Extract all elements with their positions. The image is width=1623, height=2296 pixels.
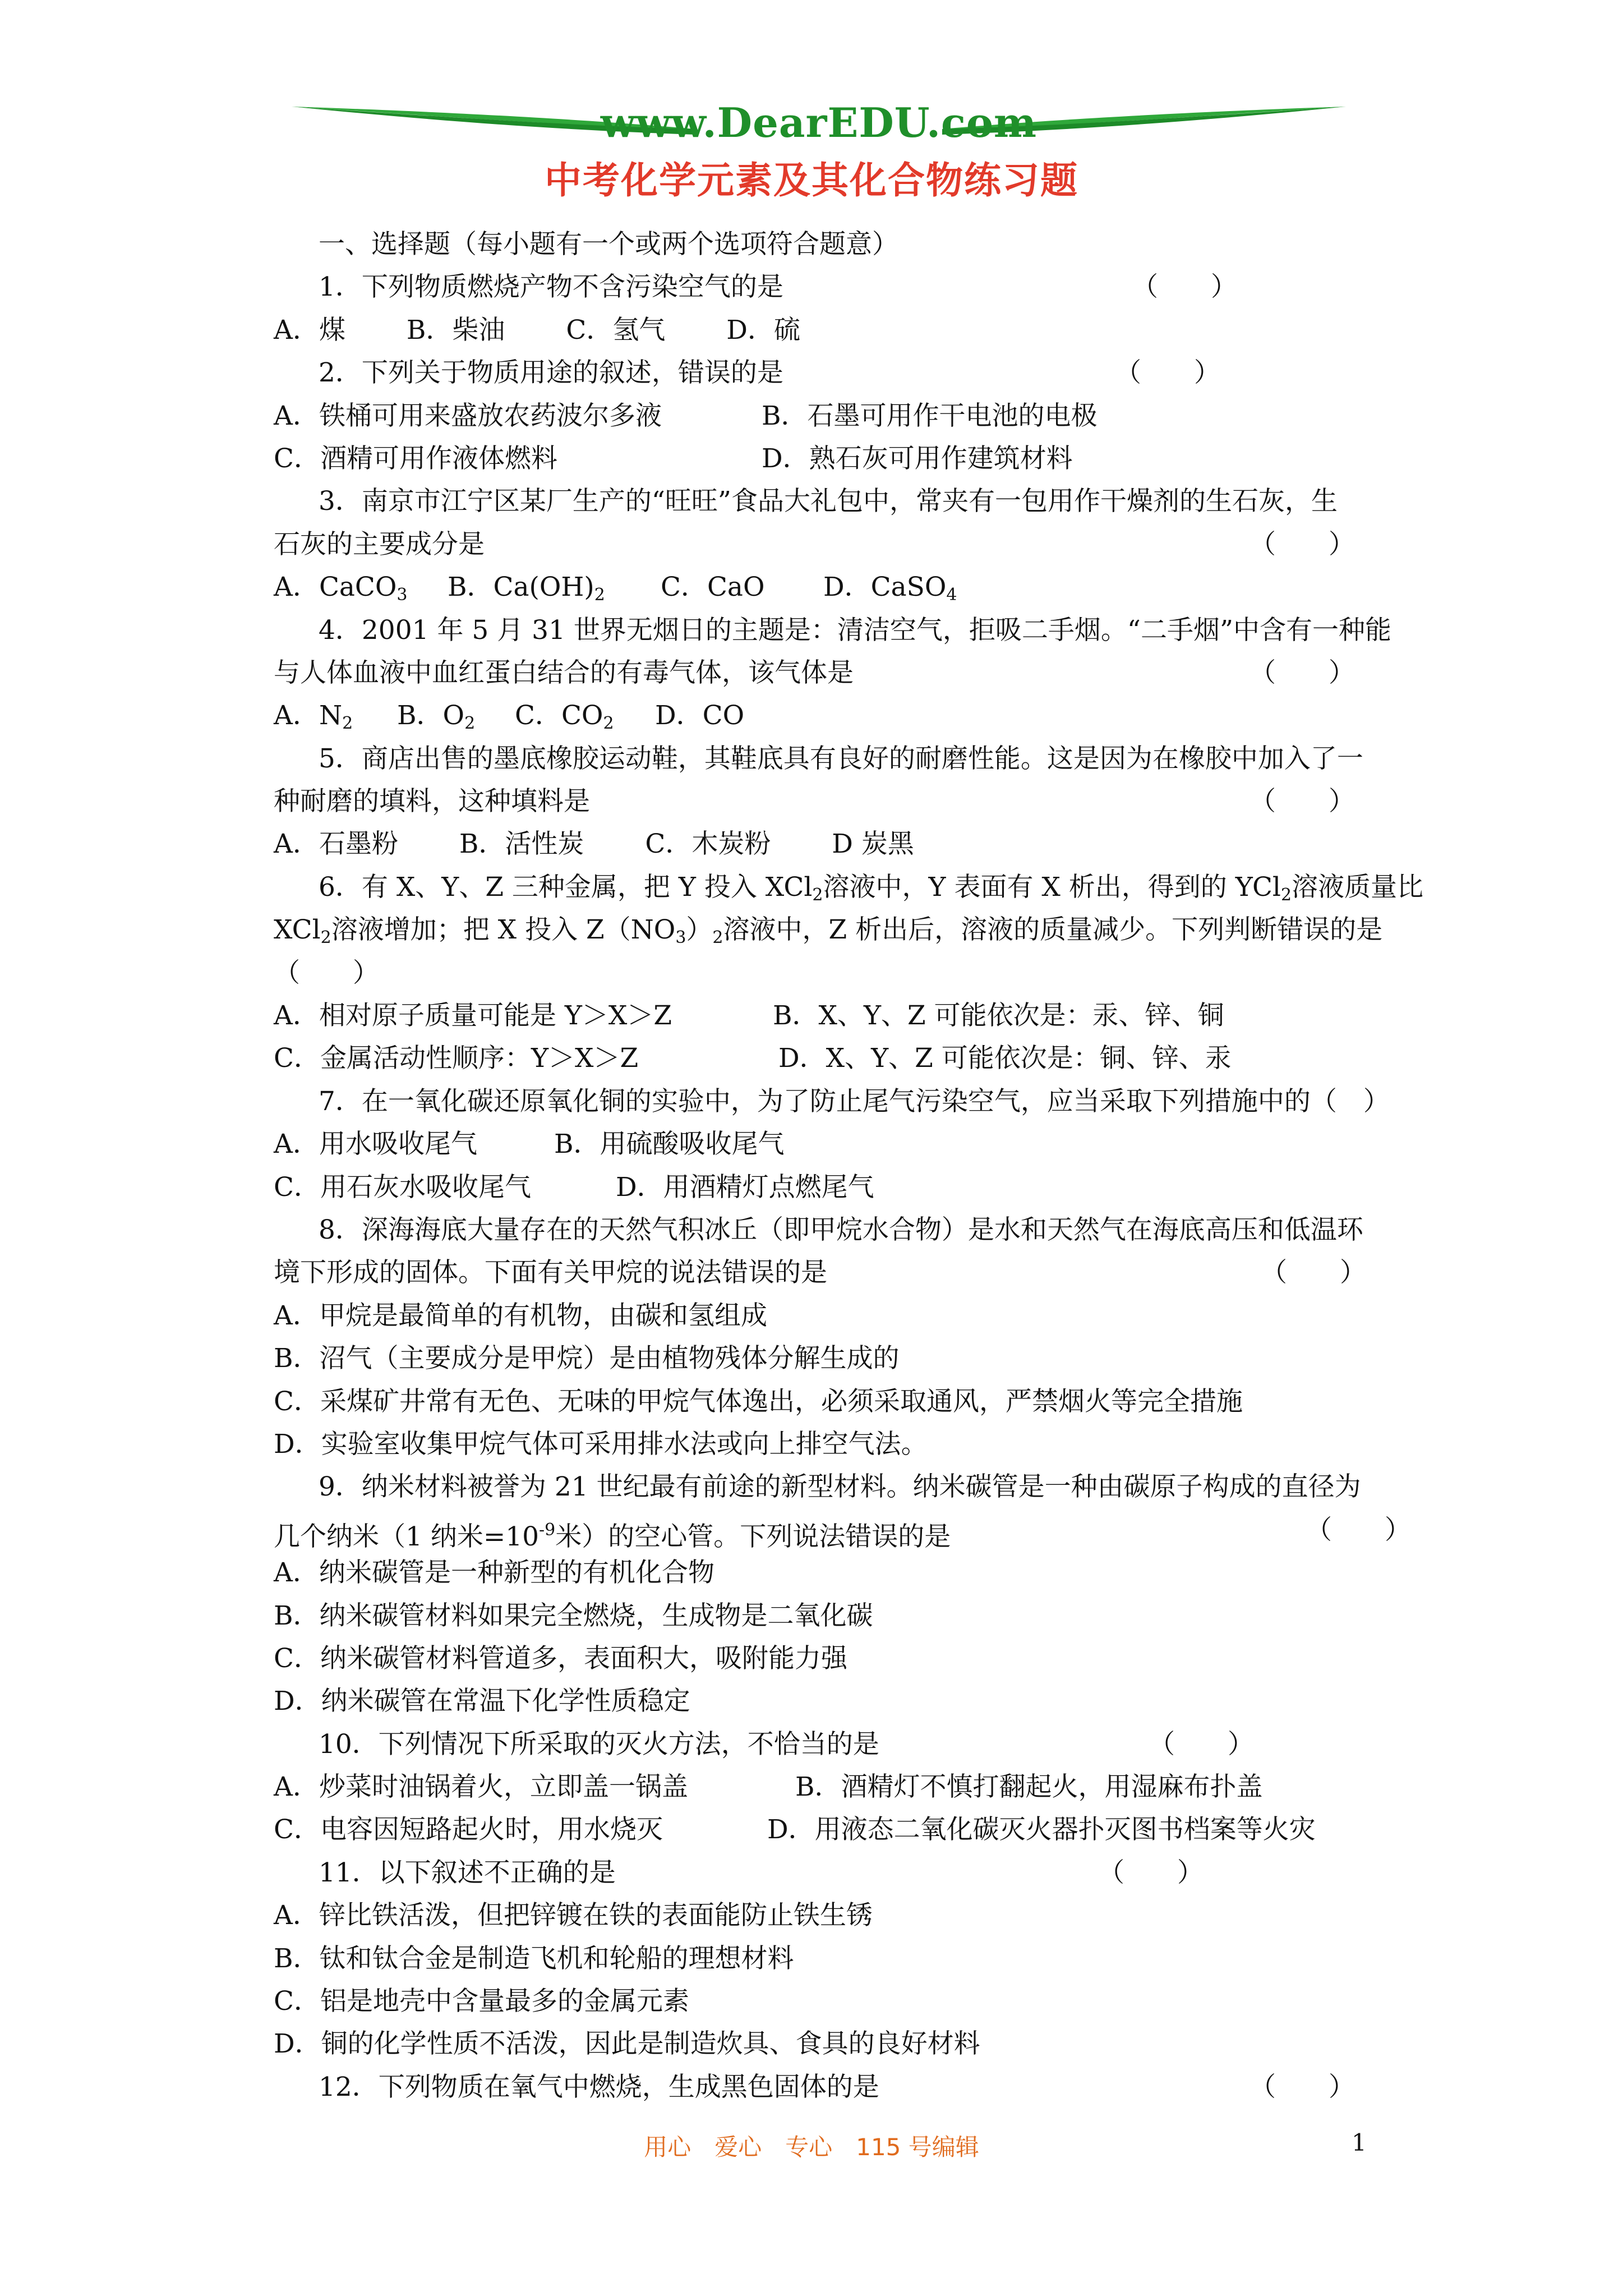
question-7-options-ab: A．用水吸收尾气 B．用硫酸吸收尾气: [274, 1129, 785, 1160]
question-4-options: A．$N_2$ B．$O_2$ C．$CO_2$ D．CO: [274, 700, 745, 734]
question-6-options-cd: C．金属活动性顺序：Y＞X＞Z D．X、Y、Z 可能依次是：铜、锌、汞: [274, 1043, 1232, 1074]
question-1: 1．下列物质燃烧产物不含污染空气的是 （ ）: [274, 266, 1418, 309]
page-number: 1: [1352, 2129, 1367, 2156]
answer-blank: （ ）: [1249, 657, 1355, 688]
question-4-cont: 与人体血液中血红蛋白结合的有毒气体，该气体是 （ ）: [274, 652, 1418, 694]
answer-blank: （ ）: [1261, 1257, 1366, 1289]
question-6-cont: XCl$_2$溶液增加；把 X 投入 $Z(NO_3)_2$溶液中，Z 析出后，溶液的质量减少。下列判断错误的是: [274, 914, 1383, 948]
answer-blank: （ ）: [1306, 1514, 1411, 1545]
question-6-options-ab: A．相对原子质量可能是 Y＞X＞Z B．X、Y、Z 可能依次是：汞、锌、铜: [274, 1000, 1224, 1032]
question-9-option-c: C．纳米碳管材料管道多，表面积大，吸附能力强: [274, 1642, 847, 1674]
answer-blank: （ ）: [1132, 272, 1237, 303]
answer-blank: （ ）: [1249, 2071, 1355, 2102]
site-header-banner: [292, 95, 1346, 157]
question-8-option-d: D．实验室收集甲烷气体可采用排水法或向上排空气法。: [274, 1428, 928, 1460]
question-6: 6．有 X、Y、Z 三种金属，把 Y 投入 XCl$_2$溶液中，Y 表面有 X 析出，得到的 YCl$_2$溶液质量比: [319, 871, 1424, 905]
question-8-option-c: C．采煤矿井常有无色、无味的甲烷气体逸出，必须采取通风，严禁烟火等完全措施: [274, 1386, 1243, 1417]
question-list: [274, 223, 1424, 2109]
question-11-option-c: C．铝是地壳中含量最多的金属元素: [274, 1986, 689, 2017]
section-heading: 一、选择题（每小题有一个或两个选项符合题意）: [319, 229, 898, 260]
answer-blank: （ ）: [1115, 357, 1220, 389]
question-3-cont: 石灰的主要成分是 （ ）: [274, 523, 1418, 566]
footer-note: 用心 爱心 专心 115 号编辑: [644, 2133, 979, 2161]
question-11-option-a: A．锌比铁活泼，但把锌镀在铁的表面能防止铁生锈: [274, 1900, 873, 1931]
answer-blank: （ ）: [1249, 528, 1355, 560]
question-5-cont: 种耐磨的填料，这种填料是 （ ）: [274, 780, 1418, 823]
question-4: 4．2001 年 5 月 31 世界无烟日的主题是：清洁空气，拒吸二手烟。“二手烟”中含有一种能: [319, 614, 1391, 646]
site-url: www.DearEDU.com: [600, 99, 1038, 146]
answer-blank: （ ）: [1098, 1857, 1204, 1888]
question-2-options-ab: A．铁桶可用来盛放农药波尔多液 B．石墨可用作干电池的电极: [274, 400, 1098, 431]
question-10: 10．下列情况下所采取的灭火方法，不恰当的是 （ ）: [274, 1723, 1418, 1766]
question-2-options-cd: C．酒精可用作液体燃料 D．熟石灰可用作建筑材料: [274, 443, 1073, 474]
answer-blank: （ ）: [1149, 1728, 1254, 1760]
question-11: 11．以下叙述不正确的是 （ ）: [274, 1852, 1418, 1894]
question-9-cont: 几个纳米（1 纳米$=10^{-9}$米）的空心管。下列说法错误的是 （ ）: [274, 1509, 1418, 1552]
question-8-option-a: A．甲烷是最简单的有机物，由碳和氢组成: [274, 1300, 767, 1331]
question-9-option-b: B．纳米碳管材料如果完全燃烧，生成物是二氧化碳: [274, 1600, 873, 1631]
question-5: 5．商店出售的墨底橡胶运动鞋，其鞋底具有良好的耐磨性能。这是因为在橡胶中加入了一: [319, 743, 1363, 774]
question-5-options: A．石墨粉 B．活性炭 C．木炭粉 D 炭黑: [274, 829, 914, 860]
question-3-options: A．CaCO$_3$ B．$Ca(OH)_2$ C．CaO D．CaSO$_4$: [274, 572, 957, 605]
question-9: 9．纳米材料被誉为 21 世纪最有前途的新型材料。纳米碳管是一种由碳原子构成的直径为: [319, 1471, 1361, 1503]
question-6-blank: [274, 952, 1418, 995]
question-1-options: A．煤 B．柴油 C．氢气 D．硫: [274, 314, 800, 346]
question-8: 8．深海海底大量存在的天然气积冰丘（即甲烷水合物）是水和天然气在海底高压和低温环: [319, 1214, 1363, 1245]
question-7: 7．在一氧化碳还原氧化铜的实验中，为了防止尾气污染空气，应当采取下列措施中的（ ）: [319, 1085, 1390, 1117]
question-3: 3．南京市江宁区某厂生产的“旺旺”食品大礼包中，常夹有一包用作干燥剂的生石灰，生: [319, 486, 1338, 517]
question-8-option-b: B．沼气（主要成分是甲烷）是由植物残体分解生成的: [274, 1343, 900, 1374]
question-2: 2．下列关于物质用途的叙述，错误的是 （ ）: [274, 352, 1418, 394]
question-9-option-a: A．纳米碳管是一种新型的有机化合物: [274, 1557, 714, 1589]
question-12: 12．下列物质在氧气中燃烧，生成黑色固体的是 （ ）: [274, 2066, 1418, 2109]
question-10-options-ab: A．炒菜时油锅着火，立即盖一锅盖 B．酒精灯不慎打翻起火，用湿麻布扑盖: [274, 1772, 1263, 1803]
question-11-option-d: D．铜的化学性质不活泼，因此是制造炊具、食具的良好材料: [274, 2028, 980, 2060]
question-11-option-b: B．钛和钛合金是制造飞机和轮船的理想材料: [274, 1943, 794, 1974]
question-7-options-cd: C．用石灰水吸收尾气 D．用酒精灯点燃尾气: [274, 1171, 874, 1203]
document-title: 中考化学元素及其化合物练习题: [545, 159, 1078, 202]
question-8-cont: 境下形成的固体。下面有关甲烷的说法错误的是 （ ）: [274, 1251, 1418, 1294]
answer-blank: （ ）: [1249, 786, 1355, 817]
question-9-option-d: D．纳米碳管在常温下化学性质稳定: [274, 1686, 690, 1717]
answer-blank: （ ）: [274, 957, 379, 988]
question-10-options-cd: C．电容因短路起火时，用水烧灭 D．用液态二氧化碳灭火器扑灭图书档案等火灾: [274, 1814, 1316, 1846]
